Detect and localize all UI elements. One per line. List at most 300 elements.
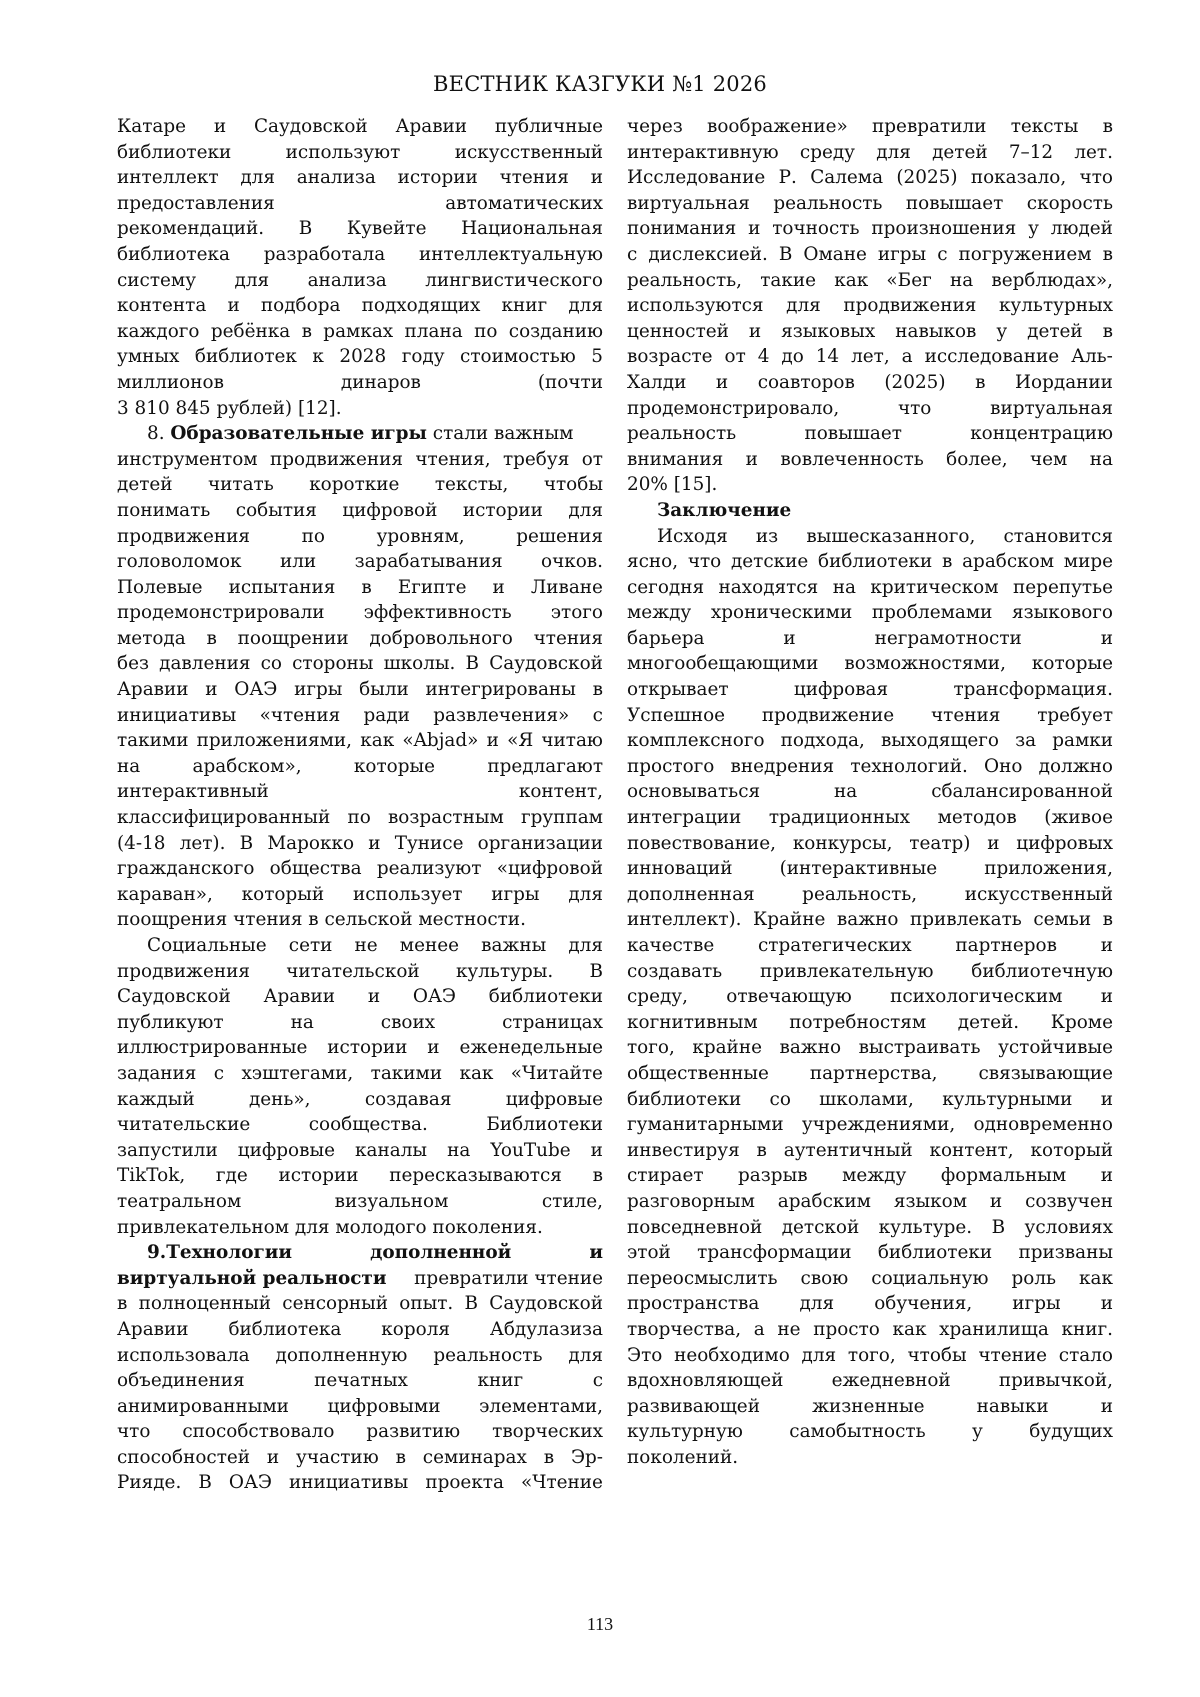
left_column-line <box>117 831 603 857</box>
word: задания <box>117 1062 197 1084</box>
word: ОАЭ <box>234 679 278 701</box>
word: разрыв <box>738 1165 808 1187</box>
word: Эр- <box>570 1446 603 1468</box>
left_column-line <box>117 191 603 217</box>
word: подбора <box>260 295 341 317</box>
left_column-line <box>117 805 603 831</box>
word: повествование, <box>627 832 777 854</box>
word: из <box>755 525 779 547</box>
word: истории <box>278 1165 359 1187</box>
word: Тунисе <box>394 832 464 854</box>
word: развлечения» <box>433 704 570 726</box>
word: и <box>427 1037 440 1059</box>
word: библиотек <box>194 346 297 368</box>
word: Саудовской <box>489 653 603 675</box>
word: привлекательную <box>759 960 934 982</box>
word: и <box>367 986 381 1008</box>
word: плана <box>404 320 463 342</box>
right_column-line: Заключение <box>657 499 792 521</box>
word: методов <box>937 807 1017 829</box>
left_column-line <box>117 933 603 959</box>
word: «Abjad» <box>402 730 479 752</box>
right_column-line <box>627 421 1113 447</box>
word: со <box>769 1088 791 1110</box>
word: читать <box>207 474 274 496</box>
word: важно <box>779 1037 842 1059</box>
word: проекта <box>425 1472 504 1494</box>
word: В <box>991 1216 1006 1238</box>
word: продвижение <box>761 704 895 726</box>
word: этой <box>627 1242 671 1264</box>
word: без <box>117 653 149 675</box>
word: и <box>1100 1395 1113 1417</box>
left_column-line <box>117 1470 603 1496</box>
right_column-line <box>627 1291 1113 1317</box>
word: цифровых <box>1016 832 1113 854</box>
right_column-line <box>627 1112 1113 1138</box>
left_column-line <box>117 882 603 908</box>
word: стороны <box>292 653 374 675</box>
word: и <box>1100 1088 1113 1110</box>
bold-run: Образовательные игры <box>170 423 427 445</box>
word: реальность <box>433 1344 543 1366</box>
word: контента <box>117 295 207 317</box>
right_column-line <box>627 191 1113 217</box>
word: зарабатывания <box>354 551 503 573</box>
word: проблемами <box>871 602 993 624</box>
word: внедрения <box>730 755 835 777</box>
word: Аль- <box>1071 346 1113 368</box>
word: дислексией. <box>648 243 768 265</box>
word: чтобы <box>907 1344 967 1366</box>
right_column-line <box>627 907 1113 933</box>
word: конкурсы, <box>792 832 893 854</box>
word: библиотеки <box>877 1242 993 1264</box>
word: в <box>756 1139 767 1161</box>
word: этого <box>550 602 603 624</box>
right_column-line <box>627 1061 1113 1087</box>
word: приложения, <box>984 858 1113 880</box>
word: а <box>901 346 913 368</box>
word: вовлеченность <box>780 448 924 470</box>
word: развивающей <box>627 1395 760 1417</box>
word: семинарах <box>422 1446 527 1468</box>
word: отвечающую <box>726 986 852 1008</box>
word: цифровая <box>793 679 889 701</box>
word: книг. <box>1061 1318 1113 1340</box>
word: детей <box>1027 320 1083 342</box>
word: виртуальная <box>627 192 750 214</box>
word: воображение» <box>707 116 848 137</box>
left_column-line <box>117 216 603 242</box>
left_column-line <box>117 1368 603 1394</box>
word: критическом <box>870 576 999 598</box>
right_column-line <box>627 728 1113 754</box>
word: повышает <box>804 423 902 445</box>
word: партнерства, <box>809 1062 938 1084</box>
word: хроническими <box>710 602 853 624</box>
word: понимать <box>117 499 211 521</box>
word: продвижения <box>117 525 250 547</box>
word: для <box>234 269 270 291</box>
word: выходящего <box>880 730 1000 752</box>
left_column-line <box>117 1394 603 1420</box>
word: каналы <box>355 1139 428 1161</box>
word: в <box>543 1446 555 1468</box>
word: творчества, <box>627 1318 742 1340</box>
word: такими <box>117 730 189 752</box>
left_column-line <box>117 242 603 268</box>
word: использовала <box>117 1344 250 1366</box>
right_column-line <box>627 933 1113 959</box>
word: просто <box>813 1318 880 1340</box>
word: на <box>832 576 856 598</box>
word: языковых <box>781 320 876 342</box>
word: элементами, <box>479 1395 603 1417</box>
word: реализуют <box>376 858 482 880</box>
word: Крайне <box>753 909 826 931</box>
word: поощрении <box>237 627 349 649</box>
right_column-line <box>627 1266 1113 1292</box>
word: Аравии <box>117 679 189 701</box>
word: цифровые <box>237 1139 335 1161</box>
word: повседневной <box>627 1216 763 1238</box>
word: истории <box>327 1037 408 1059</box>
word: интерактивный <box>117 781 269 803</box>
word: и <box>368 832 381 854</box>
word: ребёнка <box>210 320 291 342</box>
word: Салема <box>810 167 884 189</box>
word: стало <box>1058 1344 1113 1366</box>
word: (4-18 <box>117 832 166 854</box>
word: к <box>312 346 324 368</box>
left_column-line <box>117 754 603 780</box>
word: превратили <box>872 116 987 137</box>
word: между <box>627 602 692 624</box>
word: библиотека <box>117 243 230 265</box>
word: Кроме <box>1050 1011 1113 1033</box>
word: который <box>241 883 325 905</box>
left_column-line <box>117 319 603 345</box>
right_column-line <box>627 754 1113 780</box>
word: стратегических <box>758 935 912 956</box>
word: лет. <box>1074 141 1113 163</box>
right_column-line <box>627 396 1113 422</box>
left_column-line <box>117 472 603 498</box>
word: качестве <box>627 935 715 956</box>
word: менее <box>399 935 459 956</box>
word: для <box>568 295 603 317</box>
right_column-line <box>627 779 1113 805</box>
word: и <box>1100 986 1113 1008</box>
word: Социальные <box>147 935 267 956</box>
word: в <box>361 576 372 598</box>
word: В <box>239 832 254 854</box>
word: умных <box>117 346 180 368</box>
word: людей <box>1050 218 1113 240</box>
word: библиотечную <box>971 960 1113 982</box>
word: и <box>492 576 505 598</box>
word: в <box>117 1293 128 1315</box>
word: повышает <box>905 192 1004 214</box>
word: предоставления <box>117 192 275 214</box>
word: сенсорный <box>282 1293 389 1315</box>
left_column-line <box>117 344 603 370</box>
word: ценностей <box>627 320 729 342</box>
word: когнитивным <box>627 1011 758 1033</box>
word: верблюдах», <box>991 269 1113 291</box>
word: решения <box>516 525 603 547</box>
right_column-line <box>627 1087 1113 1113</box>
word: скорость <box>1026 192 1113 214</box>
word: головоломок <box>117 551 242 573</box>
word: необходимо <box>674 1344 790 1366</box>
right_column-line <box>627 242 1113 268</box>
word: 9.Технологии <box>147 1242 293 1264</box>
word: барьера <box>627 627 705 649</box>
word: общественные <box>627 1062 769 1084</box>
word: обучения, <box>874 1293 973 1315</box>
word: как <box>892 1318 927 1340</box>
word: с <box>213 1062 225 1084</box>
word: и <box>589 1242 603 1264</box>
word: для <box>786 295 821 317</box>
word: как <box>834 269 869 291</box>
word: в <box>941 551 953 573</box>
word: лет, <box>851 346 890 368</box>
word: 7–12 <box>1008 141 1054 163</box>
word: одновременно <box>973 1114 1113 1136</box>
word: открывает <box>627 679 729 701</box>
left_column-line <box>117 1240 603 1266</box>
word: 5 <box>591 346 603 368</box>
word: опыт. <box>399 1293 454 1315</box>
word: лет). <box>179 832 226 854</box>
right_column-line <box>627 1394 1113 1420</box>
word: в <box>1102 320 1113 342</box>
word: библиотека <box>228 1318 342 1340</box>
word: и <box>590 1139 603 1161</box>
word: возрасте <box>627 346 713 368</box>
word: «Я <box>507 730 534 752</box>
word: учреждениями, <box>801 1114 956 1136</box>
left_column-line <box>117 1010 603 1036</box>
left_column-line <box>117 370 603 396</box>
word: у <box>996 320 1008 342</box>
word: привлекать <box>909 909 1022 931</box>
word: подходящих <box>361 295 481 317</box>
word: миллионов <box>117 371 224 393</box>
word: сбалансированной <box>931 781 1113 803</box>
word: школами, <box>819 1088 914 1110</box>
word: Аравии <box>395 116 468 137</box>
word: от <box>724 346 746 368</box>
word: которые <box>353 755 436 777</box>
word: полноценный <box>138 1293 272 1315</box>
word: пространства <box>627 1293 760 1315</box>
word: по <box>301 525 325 547</box>
word: инструментом <box>117 448 258 470</box>
word: основываться <box>627 781 761 803</box>
word: для <box>568 883 603 905</box>
word: трансформация. <box>953 679 1113 701</box>
word: интеграции <box>627 807 742 829</box>
word: детей <box>117 474 173 496</box>
word: читаю <box>541 730 603 752</box>
word: игры <box>294 679 343 701</box>
right_column-line <box>627 165 1113 191</box>
word: навыки <box>976 1395 1049 1417</box>
word: анимированными <box>117 1395 289 1417</box>
word: (2025) <box>896 167 958 189</box>
word: свою <box>800 1267 849 1289</box>
word: в <box>592 1165 603 1187</box>
word: игры <box>877 243 927 265</box>
word: «Чтение <box>521 1472 603 1494</box>
word: на <box>1089 448 1113 470</box>
word: социальную <box>871 1267 989 1289</box>
left_column-line: привлекательном для молодого поколения. <box>117 1216 543 1238</box>
word: В <box>464 1293 479 1315</box>
word: добровольного <box>369 627 513 649</box>
left_column-line <box>117 575 603 601</box>
word: (живое <box>1044 807 1113 829</box>
word: театральном <box>117 1190 242 1212</box>
right_column-line <box>627 524 1113 550</box>
word: Саудовской <box>117 986 231 1008</box>
word: крайне <box>692 1037 762 1059</box>
right_column-line <box>627 1419 1113 1445</box>
word: многообещающими <box>627 653 819 675</box>
word: каждый <box>117 1088 195 1110</box>
word: реальность <box>773 192 883 214</box>
word: трансформации <box>697 1242 852 1264</box>
word: (почти <box>537 371 603 393</box>
word: неграмотности <box>874 627 1022 649</box>
word: Это <box>627 1344 663 1366</box>
word: Полевые <box>117 576 203 598</box>
word: того, <box>627 1037 675 1059</box>
word: арабским <box>777 1190 871 1212</box>
word: гражданского <box>117 858 255 880</box>
right_column-line <box>627 1163 1113 1189</box>
right_column-line: 20% [15]. <box>627 474 718 496</box>
right_column-line <box>627 626 1113 652</box>
word: цифровыми <box>327 1395 441 1417</box>
right-column <box>627 114 1113 1470</box>
word: более, <box>946 448 1008 470</box>
text-run: стали важным <box>426 423 574 445</box>
word: и <box>987 832 1000 854</box>
word: среду, <box>627 986 688 1008</box>
right_column-line <box>627 1240 1113 1266</box>
left_column-line <box>117 498 603 524</box>
word: «Бег <box>886 269 932 291</box>
right_column-line <box>627 216 1113 242</box>
word: анализа <box>296 167 376 189</box>
word: и <box>1100 1165 1113 1187</box>
left-column <box>117 114 603 1496</box>
word: 4 <box>757 346 770 368</box>
left_column-line <box>117 524 603 550</box>
word: Абдулазиза <box>489 1318 603 1340</box>
word: анализа <box>307 269 387 291</box>
word: ОАЭ <box>412 986 456 1008</box>
word: игры <box>491 883 540 905</box>
word: «цифровой <box>496 858 603 880</box>
word: публикуют <box>117 1011 224 1033</box>
word: на <box>117 755 141 777</box>
right_column-line <box>627 856 1113 882</box>
word: и <box>213 116 227 137</box>
word: партнеров <box>955 935 1057 956</box>
word: требуя <box>502 448 570 470</box>
left_column-line <box>117 1061 603 1087</box>
word: продвижения <box>117 960 250 982</box>
word: продвижения <box>270 448 403 470</box>
word: испытания <box>228 576 336 598</box>
word: самобытность <box>789 1421 926 1443</box>
word: роль <box>1011 1267 1057 1289</box>
word: запустили <box>117 1139 218 1161</box>
word: с <box>592 704 603 726</box>
word: хэштегами, <box>241 1062 354 1084</box>
word: искусственный <box>454 141 603 163</box>
left_column-line <box>117 1419 603 1445</box>
word: YouTube <box>490 1139 571 1161</box>
text-run: превратили чтение <box>408 1267 603 1289</box>
right_column-line <box>627 114 1113 140</box>
word: чтения <box>533 627 603 649</box>
word: короткие <box>309 474 400 496</box>
left_column-line <box>117 728 603 754</box>
word: ясно, <box>627 551 679 573</box>
word: виртуальная <box>990 397 1113 419</box>
right_column-line <box>627 140 1113 166</box>
word: инициативы <box>289 1472 409 1494</box>
word: и <box>1100 935 1113 956</box>
word: Успешное <box>627 704 726 726</box>
word: рамках <box>323 320 394 342</box>
word: в <box>1102 909 1113 931</box>
word: использует <box>352 883 463 905</box>
left_column-line <box>117 600 603 626</box>
left_column-line <box>117 1266 603 1292</box>
word: детские <box>730 551 809 573</box>
word: соавторов <box>757 371 855 393</box>
right_column-line <box>627 1343 1113 1369</box>
word: а <box>753 1318 765 1340</box>
word: театр) <box>909 832 971 854</box>
word: давления <box>159 653 251 675</box>
word: аутентичный <box>783 1139 913 1161</box>
word: пересказываются <box>389 1165 562 1187</box>
word: реальность <box>627 423 737 445</box>
word: были <box>359 679 409 701</box>
word: через <box>627 116 683 137</box>
word: на <box>949 269 974 291</box>
right_column-line <box>627 370 1113 396</box>
word: и <box>1100 1293 1113 1315</box>
word: библиотеки <box>117 141 232 163</box>
right_column-line <box>627 984 1113 1010</box>
word: эффективность <box>363 602 512 624</box>
word: визуальном <box>334 1190 449 1212</box>
word: с <box>627 243 638 265</box>
word: и <box>590 167 603 189</box>
word: что <box>687 551 722 573</box>
word: «Читайте <box>510 1062 603 1084</box>
